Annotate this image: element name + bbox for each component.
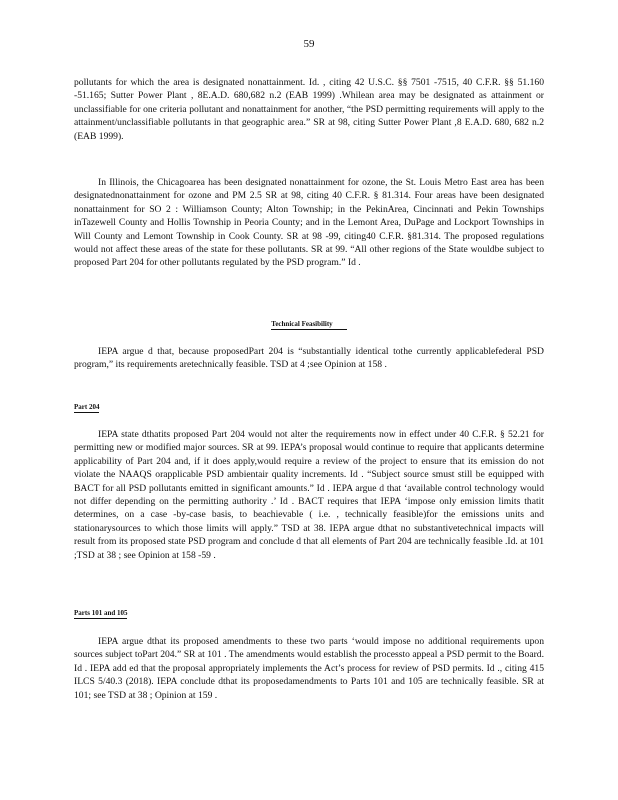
page-number: 59: [303, 38, 315, 50]
paragraph-illinois-nonattainment: In Illinois, the Chicagoarea has been designated nonattainment for ozone, the St. Louis Metro East area has been designatednonattainment for ozone and PM 2.5 SR at 98, citing 40 C.F.R. § 81.314. Four areas have been designated nonattainment for SO 2 : Williamson County; Alton Township; in the PekinArea, Cincinnati and Pekin Townships inTazewell County and Hollis Township in Peoria County; and in the Lemont Area, DuPage and Lockport Townships in Will County and Lemont Township in Cook County. SR at 98 -99, citing40 C.F.R. §81.314. The proposed regulations would not affect these areas of the state for these pollutants. SR at 99. “All other regions of the State wouldbe subject to proposed Part 204 for other pollutants regulated by the PSD program.” Id .: [74, 177, 544, 269]
paragraph-technical-feasibility: IEPA argue d that, because proposedPart 204 is “substantially identical tothe currently applicablefederal PSD program,” its requirements aretechnically feasible. TSD at 4 ;see Opinion at 158 .: [74, 346, 544, 371]
paragraph-attainment-designation: pollutants for which the area is designated nonattainment. Id. , citing 42 U.S.C. §§ 7501 -7515, 40 C.F.R. §§ 51.160 -51.165; Sutter Power Plant , 8E.A.D. 680,682 n.2 (EAB 1999) .Whilean area may be designated as attainment or unclassifiable for one criteria pollutant and nonattainment for another, “the PSD permitting requirements will apply to the attainment/unclassifiable pollutants in that geographic area.” SR at 98, citing Sutter Power Plant ,8 E.A.D. 680, 682 n.2 (EAB 1999).: [74, 77, 544, 142]
paragraph-parts-101-105: IEPA argue dthat its proposed amendments to these two parts ‘would impose no additional requirements upon sources subject toPart 204.” SR at 101 . The amendments would establish the processto appeal a PSD permit to the Board. Id . IEPA add ed that the proposal appropriately implements the Act’s process for review of PSD permits. Id ., citing 415 ILCS 5/40.3 (2018). IEPA conclude dthat its proposedamendments to Parts 101 and 105 are technically feasible. SR at 101; see TSD at 38 ; Opinion at 159 .: [74, 636, 544, 701]
heading-part-204: Part 204: [74, 403, 100, 411]
heading-technical-feasibility: Technical Feasibility: [0, 320, 618, 329]
paragraph-part-204: IEPA state dthatits proposed Part 204 would not alter the requirements now in effect under 40 C.F.R. § 52.21 for permitting new or modified major sources. SR at 99. IEPA’s proposal would continue to require that applicants determine applicability of Part 204 and, if it does apply,would require a review of the project to ensure that its emission do not violate the NAAQS orapplicable PSD ambientair quality increments. Id . “Subject source smust still be equipped with BACT for all PSD pollutants emitted in significant amounts.” Id . IEPA argue d that ‘available control technology would not differ depending on the permitting authority .’ Id . BACT requires that IEPA ‘impose only emission limits thatit determines, on a case -by-case basis, to beachievable ( i.e. , technically feasible)for the emissions units and stationarysources to which those limits will apply.” TSD at 38. IEPA argue dthat no substantivetechnical impacts will result from its proposed state PSD program and conclude d that all elements of Part 204 are technically feasible .Id. at 101 ;TSD at 38 ; see Opinion at 158 -59 .: [74, 429, 544, 561]
heading-parts-101-105: Parts 101 and 105: [74, 609, 128, 617]
